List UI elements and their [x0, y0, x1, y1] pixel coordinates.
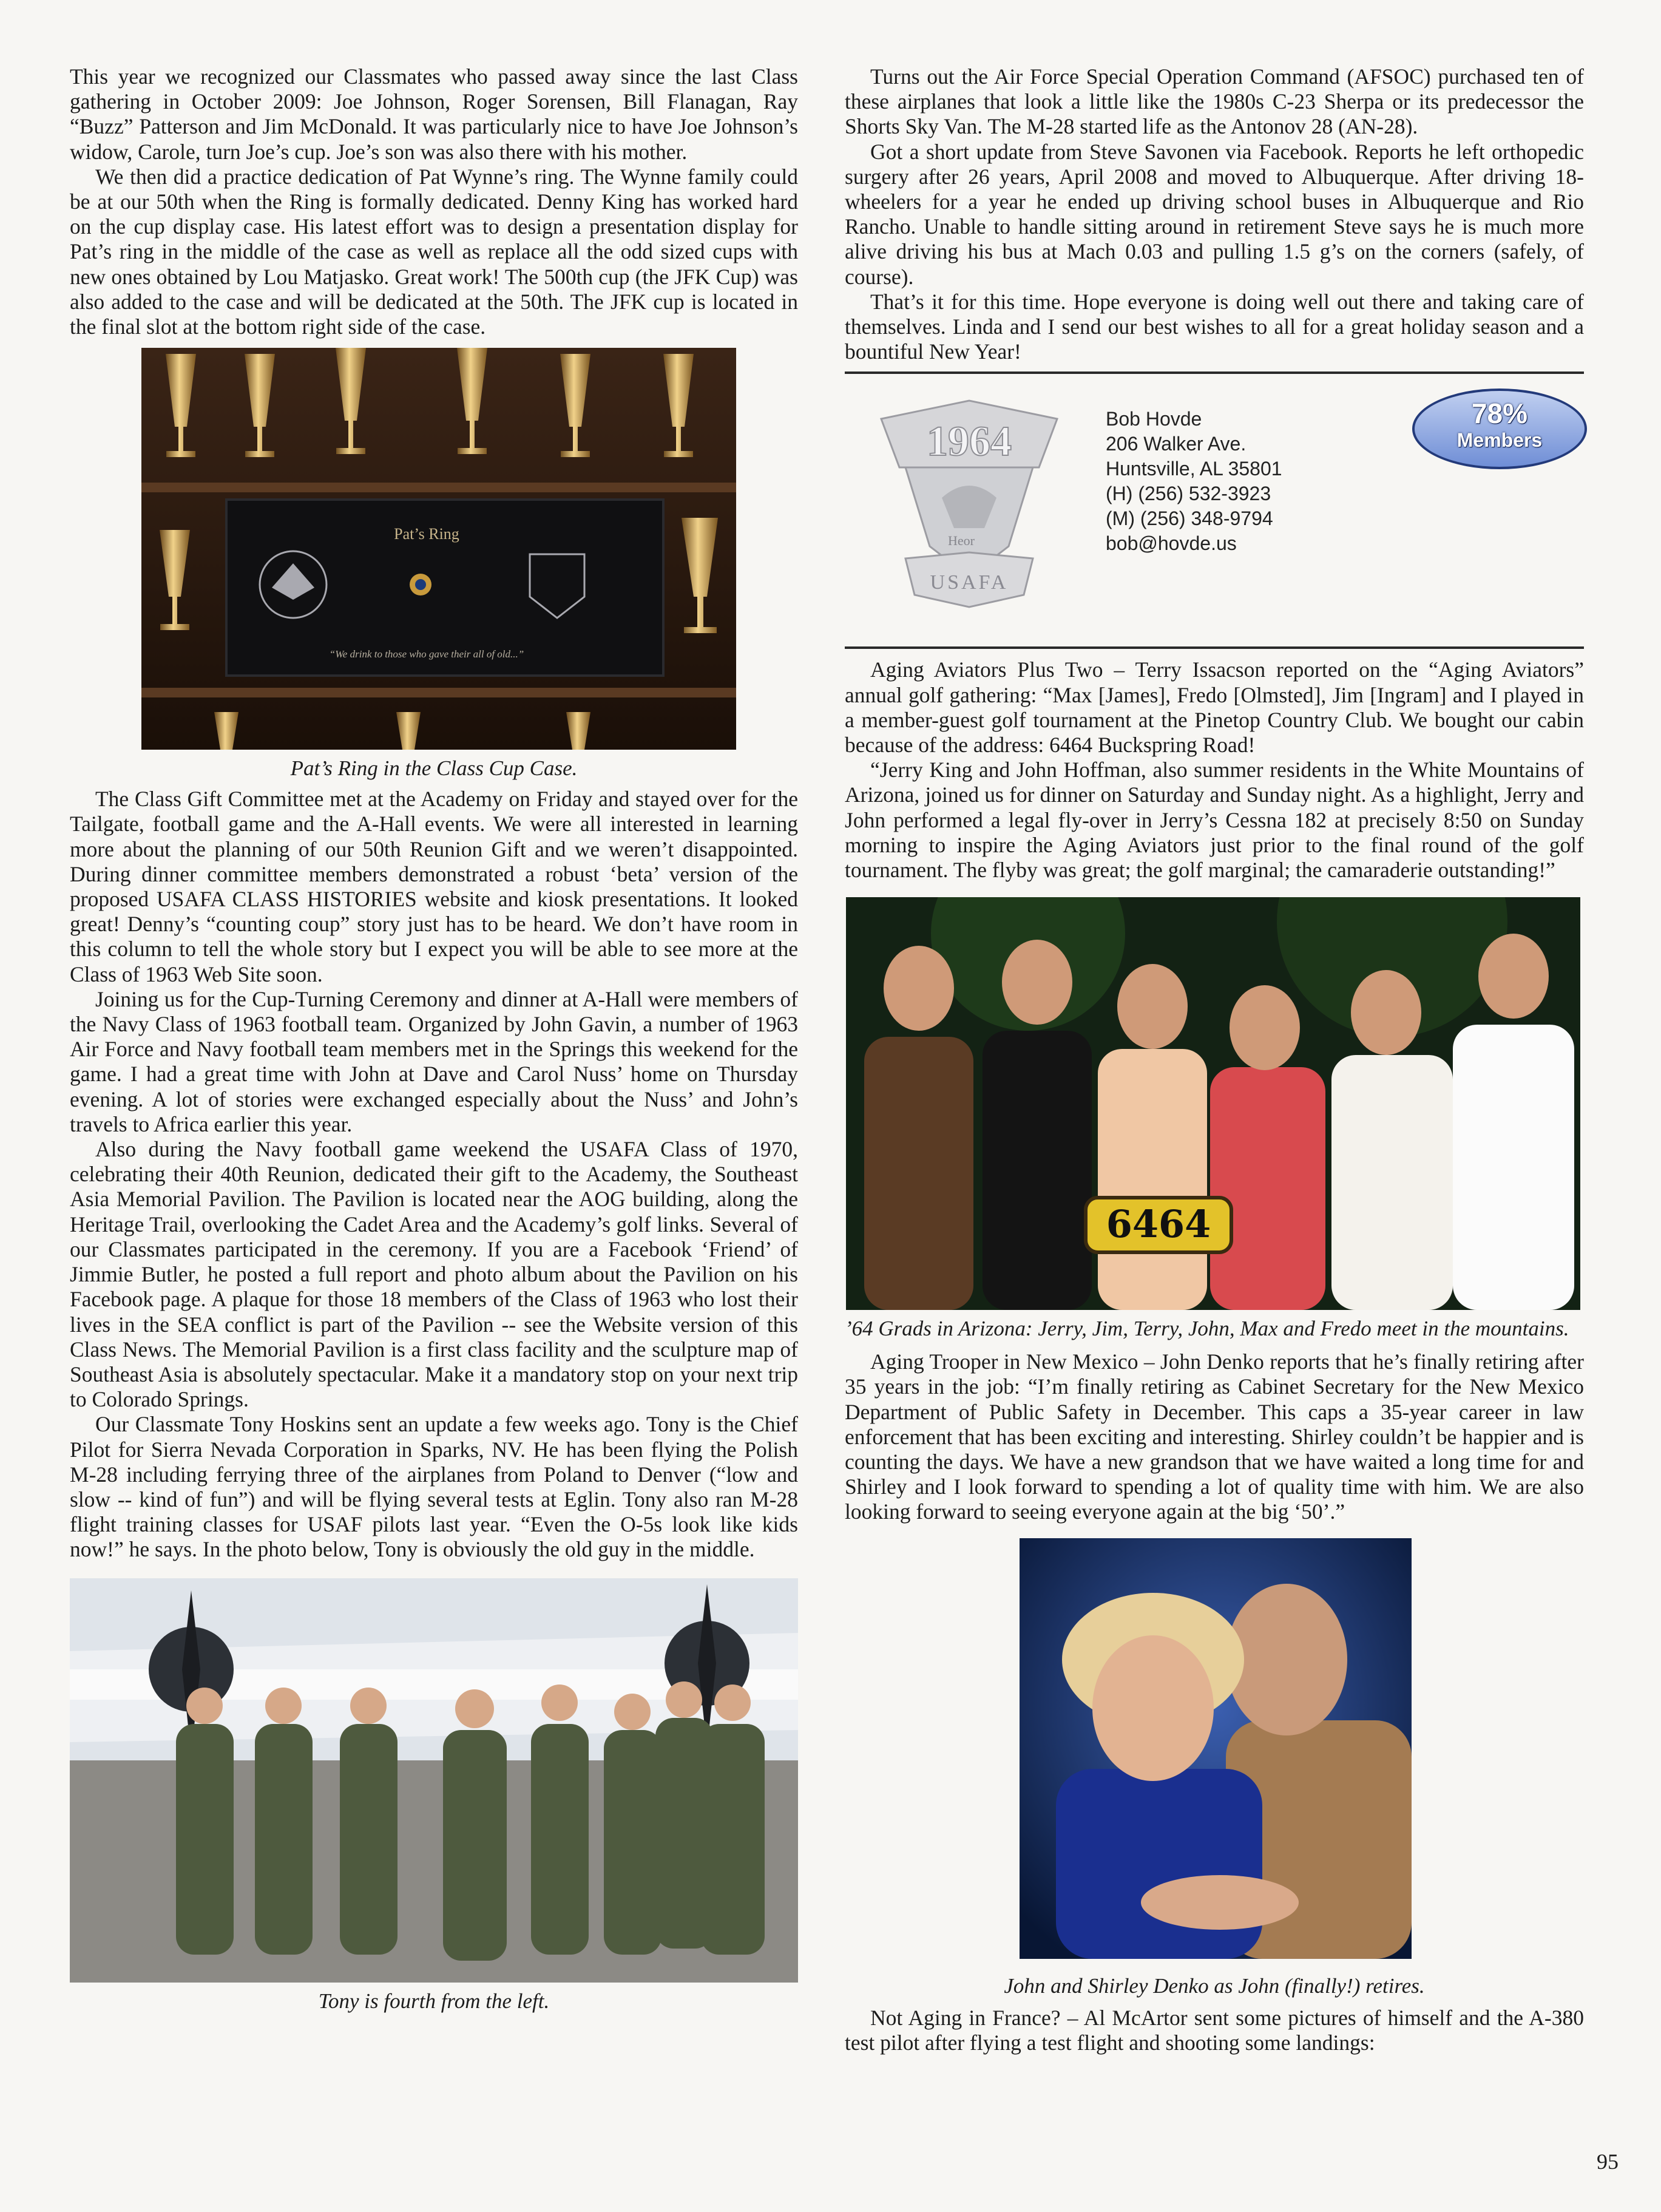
article-paragraph: This year we recognized our Classmates who passed away since the last Class gathering in October 2009: Joe Johnson, Roger Sorensen, Bill Flanagan, Ray “Buzz” Patterson and Jim McDonald. It was particularly nice to have Joe Johnson’s widow, Carole, turn Joe’s cup. Joe’s son was also there with his mother. [70, 64, 798, 164]
pilots-photo [70, 1578, 798, 1983]
article-paragraph: Our Classmate Tony Hoskins sent an update a few weeks ago. Tony is the Chief Pilot for Sierra Nevada Corporation in Sparks, NV. He has been flying the Polish M-28 including ferrying three of the airplanes from Poland to Denver (“low and slow -- kind of fun”) and will be flying several tests at Eglin. Tony also ran M-28 flight training classes for USAF pilots last year. “Even the O-5s look like kids now!” he says. In the photo below, Tony is obviously the old guy in the middle. [70, 1412, 798, 1562]
cup-case-image [141, 348, 736, 750]
address-sign: 6464 [1106, 1202, 1211, 1247]
denko-photo [1020, 1538, 1412, 1959]
right-column [845, 64, 1584, 2055]
photo-caption: Pat’s Ring in the Class Cup Case. [290, 756, 578, 781]
article-paragraph: That’s it for this time. Hope everyone is doing well out there and taking care of themselves. Linda and I send our best wishes to all for a great holiday season and a bountiful New Year! [845, 289, 1584, 364]
contact-info [1106, 407, 1282, 556]
photo-caption: John and Shirley Denko as John (finally!) retires. [1004, 1973, 1425, 1998]
article-paragraph: Joining us for the Cup-Turning Ceremony and dinner at A-Hall were members of the Navy Class of 1963 football team. Organized by John Gavin, a number of 1963 Air Force and Navy football team members met in the Springs this weekend for the game. I had a great time with John at Dave and Carol Nuss’ home on Thursday evening. A lot of stories were exchanged especially about the Nuss’ and John’s travels to Africa earlier this year. [70, 986, 798, 1136]
membership-percent: 78% [1471, 398, 1528, 430]
page-number: 95 [1597, 2149, 1619, 2174]
photo-caption: Tony is fourth from the left. [318, 1989, 550, 2013]
article-paragraph: “Jerry King and John Hoffman, also summer residents in the White Mountains of Arizona, joined us for dinner on Saturday and Sunday night. As a highlight, Jerry and John performed a legal fly-over in Jerry’s Cessna 182 at precisely 8:50 on Sunday morning to inspire the Aging Aviators just prior to the final round of the golf tournament. The flyby was great; the golf marginal; the camaraderie outstanding!” [845, 758, 1584, 883]
membership-badge [1412, 388, 1587, 469]
cup-case-photo [141, 348, 736, 750]
plaque-motto: “We drink to those who gave their all of old...” [329, 648, 524, 660]
article-paragraph: The Class Gift Committee met at the Academy on Friday and stayed over for the Tailgate, football game and the A-Hall events. We were all interested in learning more about the planning of our 50th Reunion Gift and we weren’t disappointed. During dinner committee members demonstrated a robust ‘beta’ version of the proposed USAFA CLASS HISTORIES website and kiosk presentations. It looked great! Denny’s “counting coup” story just has to be heard. We don’t have room in this column to tell the whole story but I expect you will be able to see more at the Class of 1963 Web Site soon. [70, 787, 798, 986]
contact-name: Bob Hovde [1106, 408, 1202, 430]
article-paragraph: Got a short update from Steve Savonen via Facebook. Reports he left orthopedic surgery after 26 years, April 2008 and moved to Albuquerque. After driving 18-wheelers for a year he ended up driving school buses in Albuquerque and Rio Rancho. Unable to handle sitting around in retirement Steve says he is much more alive driving his bus at Mach 0.03 and pulling 1.5 g’s on the corners (safely, of course). [845, 139, 1584, 289]
class-crest-icon [869, 395, 1069, 613]
section-rule [845, 371, 1584, 374]
contact-street: 206 Walker Ave. [1106, 433, 1247, 455]
contact-home-phone: (H) (256) 532-3923 [1106, 483, 1271, 505]
crest-motto: Heor [948, 533, 975, 549]
class-contact-box [845, 388, 1584, 628]
article-paragraph: We then did a practice dedication of Pat Wynne’s ring. The Wynne family could be at our 50th when the Ring is formally dedicated. Denny King has worked hard on the cup display case. His latest effort was to design a presentation display for Pat’s ring in the middle of the case as well as replace all the odd sized cups with new ones obtained by Lou Matjasko. Great work! The 500th cup (the JFK Cup) was also added to the case and will be dedicated at the 50th. The JFK cup is located in the final slot at the bottom right side of the case. [70, 164, 798, 339]
article-paragraph: Also during the Navy football game weekend the USAFA Class of 1970, celebrating their 40th Reunion, dedicated their gift to the Academy, the Southeast Asia Memorial Pavilion. The Pavilion is located near the AOG building, along the Heritage Trail, overlooking the Cadet Area and the Academy’s golf links. Several of our Classmates participated in the ceremony. If you are a Facebook ‘Friend’ of Jimmie Butler, he posted a full report and photo album about the Pavilion on his Facebook page. A plaque for those 18 members of the Class of 1963 who lost their lives in the SEA conflict is part of the Pavilion -- see the Website version of this Class News. The Memorial Pavilion is a first class facility and the sculpture map of Southeast Asia is absolutely spectacular. Make it a mandatory stop on your next trip to Colorado Springs. [70, 1137, 798, 1412]
article-paragraph: Aging Aviators Plus Two – Terry Issacson reported on the “Aging Aviators” annual golf gathering: “Max [James], Fredo [Olmsted], Jim [Ingram] and I played in a member-guest golf tournament at the Pinetop Country Club. We bought our cabin because of the address: 6464 Buckspring Road! [845, 657, 1584, 758]
contact-email: bob@hovde.us [1106, 532, 1237, 555]
contact-mobile-phone: (M) (256) 348-9794 [1106, 507, 1273, 530]
article-paragraph: Aging Trooper in New Mexico – John Denko reports that he’s finally retiring after 35 years in the job: “I’m finally retiring as Cabinet Secretary for the New Mexico Department of Public Safety in December. This caps a 35-year career in law enforcement that has been exciting and interesting. Shirley couldn’t be happier and is counting the days. We have a new grandson that we have waited a long time for and Shirley and I look forward to spending a lot of quality time with him. We are also looking forward to seeing everyone again at the big ‘50’.” [845, 1349, 1584, 1524]
pilots-image [70, 1578, 798, 1983]
section-rule [845, 646, 1584, 649]
denko-image [1020, 1538, 1412, 1959]
crest-year: 1964 [927, 418, 1012, 466]
membership-label: Members [1456, 429, 1543, 452]
plaque-title: Pat’s Ring [394, 525, 459, 543]
crest-usafa: USAFA [930, 571, 1009, 594]
left-column [70, 64, 798, 2020]
photo-caption: ’64 Grads in Arizona: Jerry, Jim, Terry, John, Max and Fredo meet in the mountains. [845, 1317, 1569, 1341]
article-paragraph: Not Aging in France? – Al McArtor sent some pictures of himself and the A-380 test pilot after flying a test flight and shooting some landings: [845, 2005, 1584, 2055]
contact-city: Huntsville, AL 35801 [1106, 458, 1282, 480]
article-paragraph: Turns out the Air Force Special Operation Command (AFSOC) purchased ten of these airplanes that look a little like the 1980s C-23 Sherpa or its predecessor the Shorts Sky Van. The M-28 started life as the Antonov 28 (AN-28). [845, 64, 1584, 139]
grads-arizona-photo [846, 897, 1580, 1310]
grads-arizona-image [846, 897, 1580, 1310]
